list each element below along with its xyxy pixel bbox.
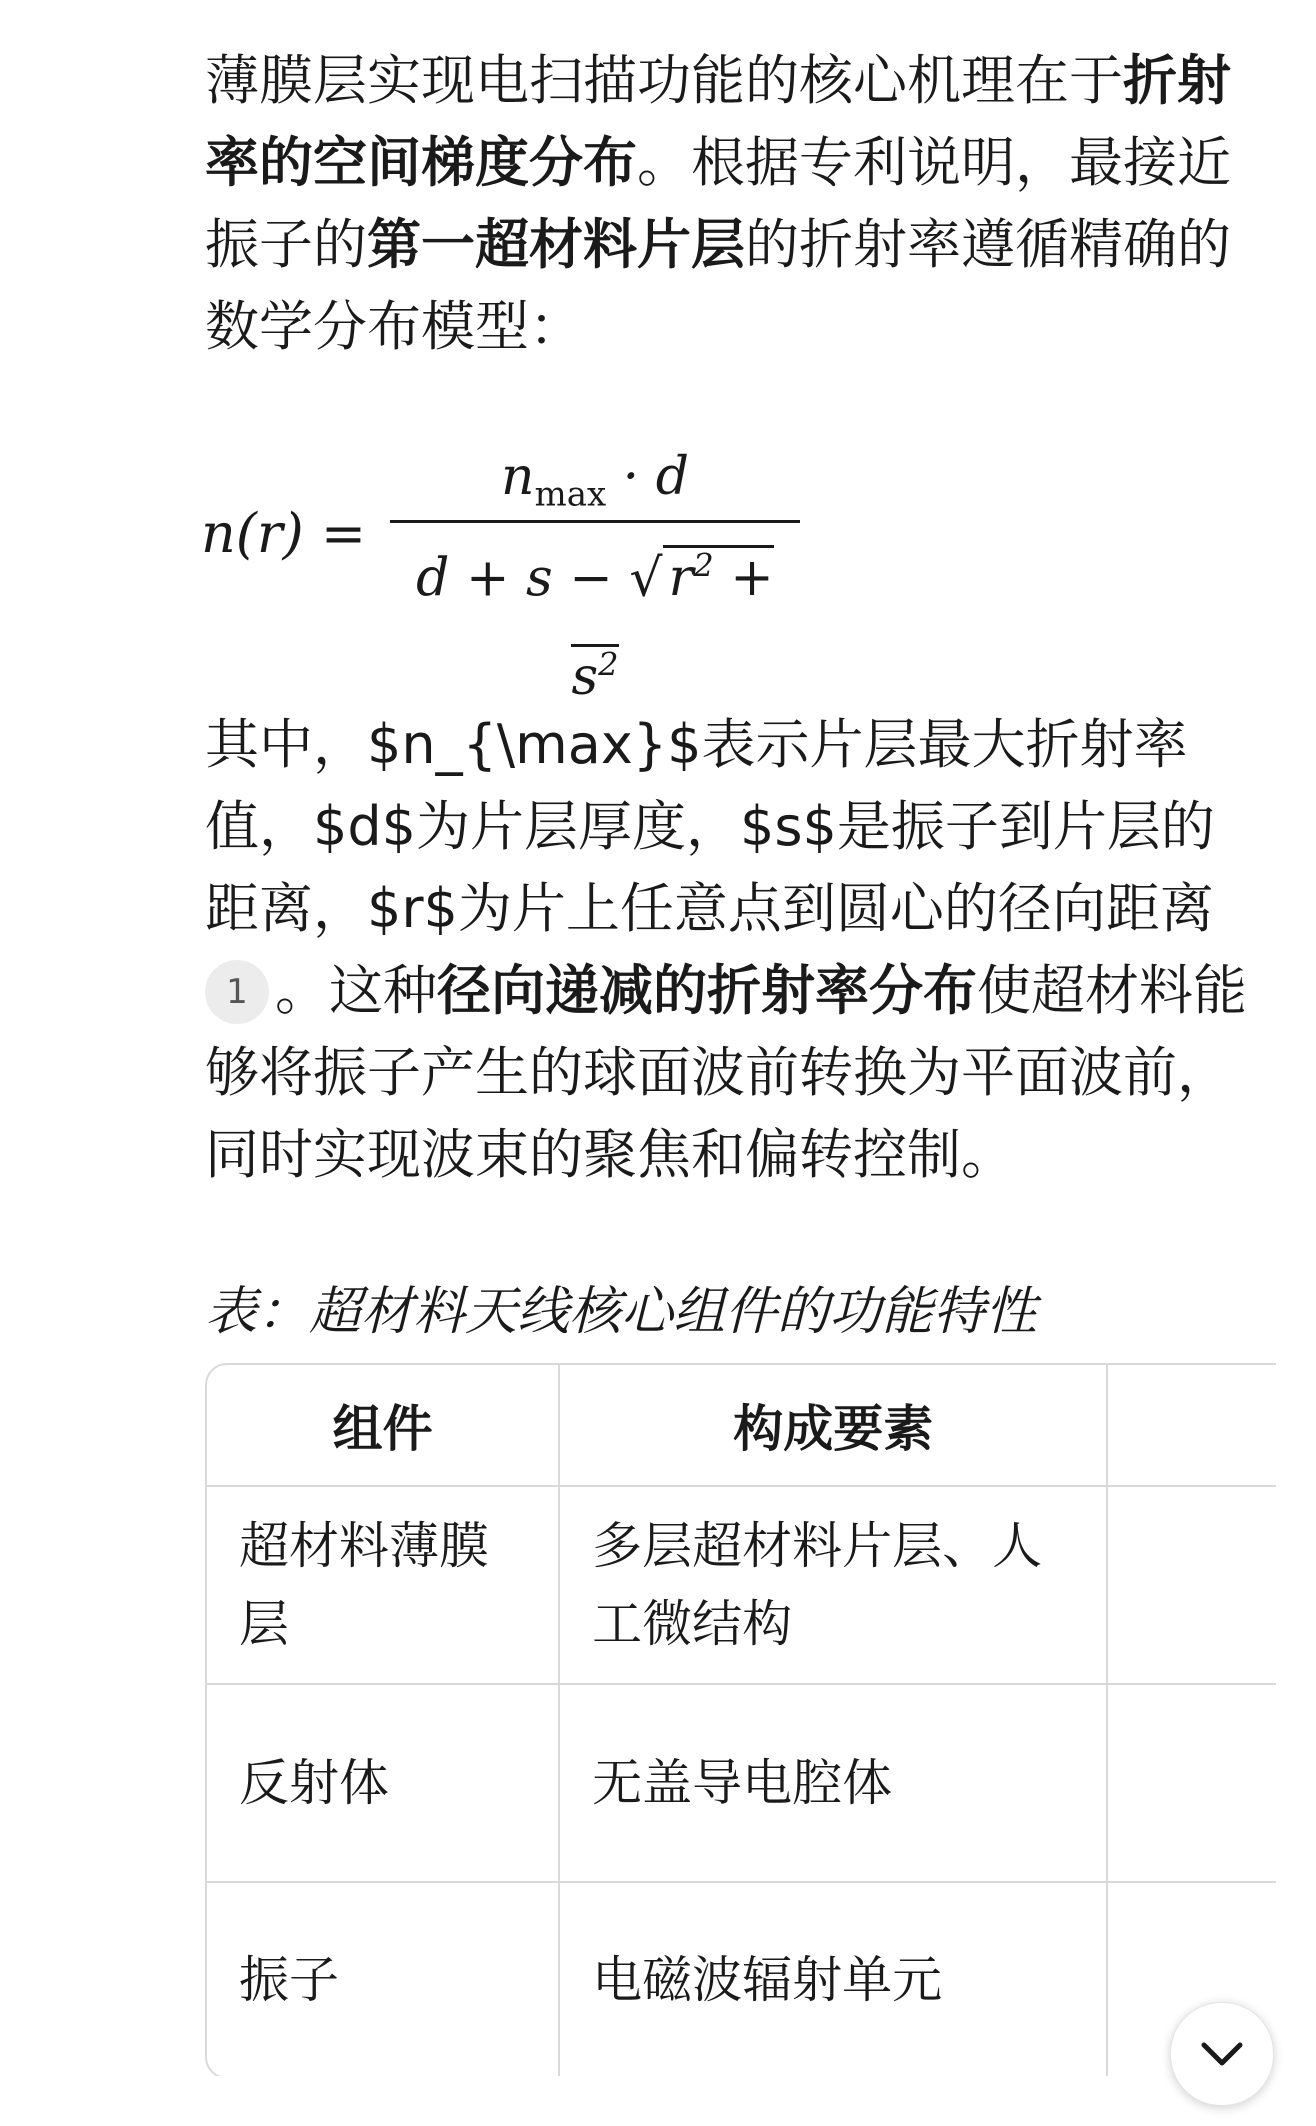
table-caption: 表：超材料天线核心组件的功能特性 xyxy=(205,1282,1038,1342)
text-span: 。根据专利说明，最接近振子的 xyxy=(205,131,1231,276)
bold-text: 第一超材料片层 xyxy=(367,213,745,276)
den-sup: 2 xyxy=(693,547,714,585)
bold-text: 折射率的空间梯度分布 xyxy=(205,49,1231,194)
den-mid: + s xyxy=(571,548,774,707)
citation-badge[interactable]: 1 xyxy=(205,960,269,1024)
text-span: 其中，$n_{\max}$表示片层最大折射率值，$d$为片层厚度，$s$是振子到片层的距离，$r$为片上任意点到圆心的径向距离 xyxy=(205,713,1215,940)
article-content xyxy=(201,40,1265,1416)
header-cell: 构成要素 xyxy=(560,1365,1108,1487)
table-header-row xyxy=(207,1365,1276,1487)
refractive-index-formula xyxy=(201,434,1265,707)
table-cell: 反射体 xyxy=(207,1685,560,1883)
table-cell: 无盖导电腔体 xyxy=(560,1685,1108,1883)
den-pre: d + s − xyxy=(416,548,630,609)
formula-denominator xyxy=(390,523,800,720)
formula-numerator xyxy=(390,434,800,520)
header-cell: 组件 xyxy=(207,1365,560,1487)
text-span: 的折射率遵循精确的数学分布模型： xyxy=(205,213,1231,358)
text-span: 。这种 xyxy=(275,959,437,1022)
components-table xyxy=(205,1363,1276,2076)
table-scroll-container[interactable] xyxy=(205,1363,1276,2076)
table-cell-overflow xyxy=(1108,1685,1276,1883)
den-r: r xyxy=(668,548,694,609)
den-sup: 2 xyxy=(598,645,619,684)
num-sub: max xyxy=(534,474,607,515)
scroll-down-button[interactable] xyxy=(1170,2002,1274,2106)
num-rest: · d xyxy=(606,447,690,507)
table-cell: 多层超材料片层、人工微结构 xyxy=(560,1487,1108,1685)
formula-fraction xyxy=(390,434,800,720)
sqrt-sign: √ xyxy=(629,548,663,609)
table-row xyxy=(207,1685,1276,1883)
chevron-down-icon xyxy=(1199,2039,1245,2069)
paragraph-explanation xyxy=(205,704,1265,1196)
table-cell-overflow xyxy=(1108,1487,1276,1685)
table-row xyxy=(207,1883,1276,2076)
table-row xyxy=(207,1487,1276,1685)
bold-text: 径向递减的折射率分布 xyxy=(437,959,977,1022)
table-cell: 振子 xyxy=(207,1883,560,2076)
paragraph-mechanism xyxy=(205,40,1265,368)
table-cell: 超材料薄膜层 xyxy=(207,1487,560,1685)
table-cell: 电磁波辐射单元 xyxy=(560,1883,1108,2076)
num-n: n xyxy=(500,447,535,507)
text-span: 使超材料能够将振子产生的球面波前转换为平面波前，同时实现波束的聚焦和偏转控制。 xyxy=(205,959,1247,1186)
header-cell-overflow xyxy=(1108,1365,1276,1487)
text-span: 薄膜层实现电扫描功能的核心机理在于 xyxy=(205,49,1123,112)
formula-lhs: n(r) = xyxy=(201,502,367,565)
